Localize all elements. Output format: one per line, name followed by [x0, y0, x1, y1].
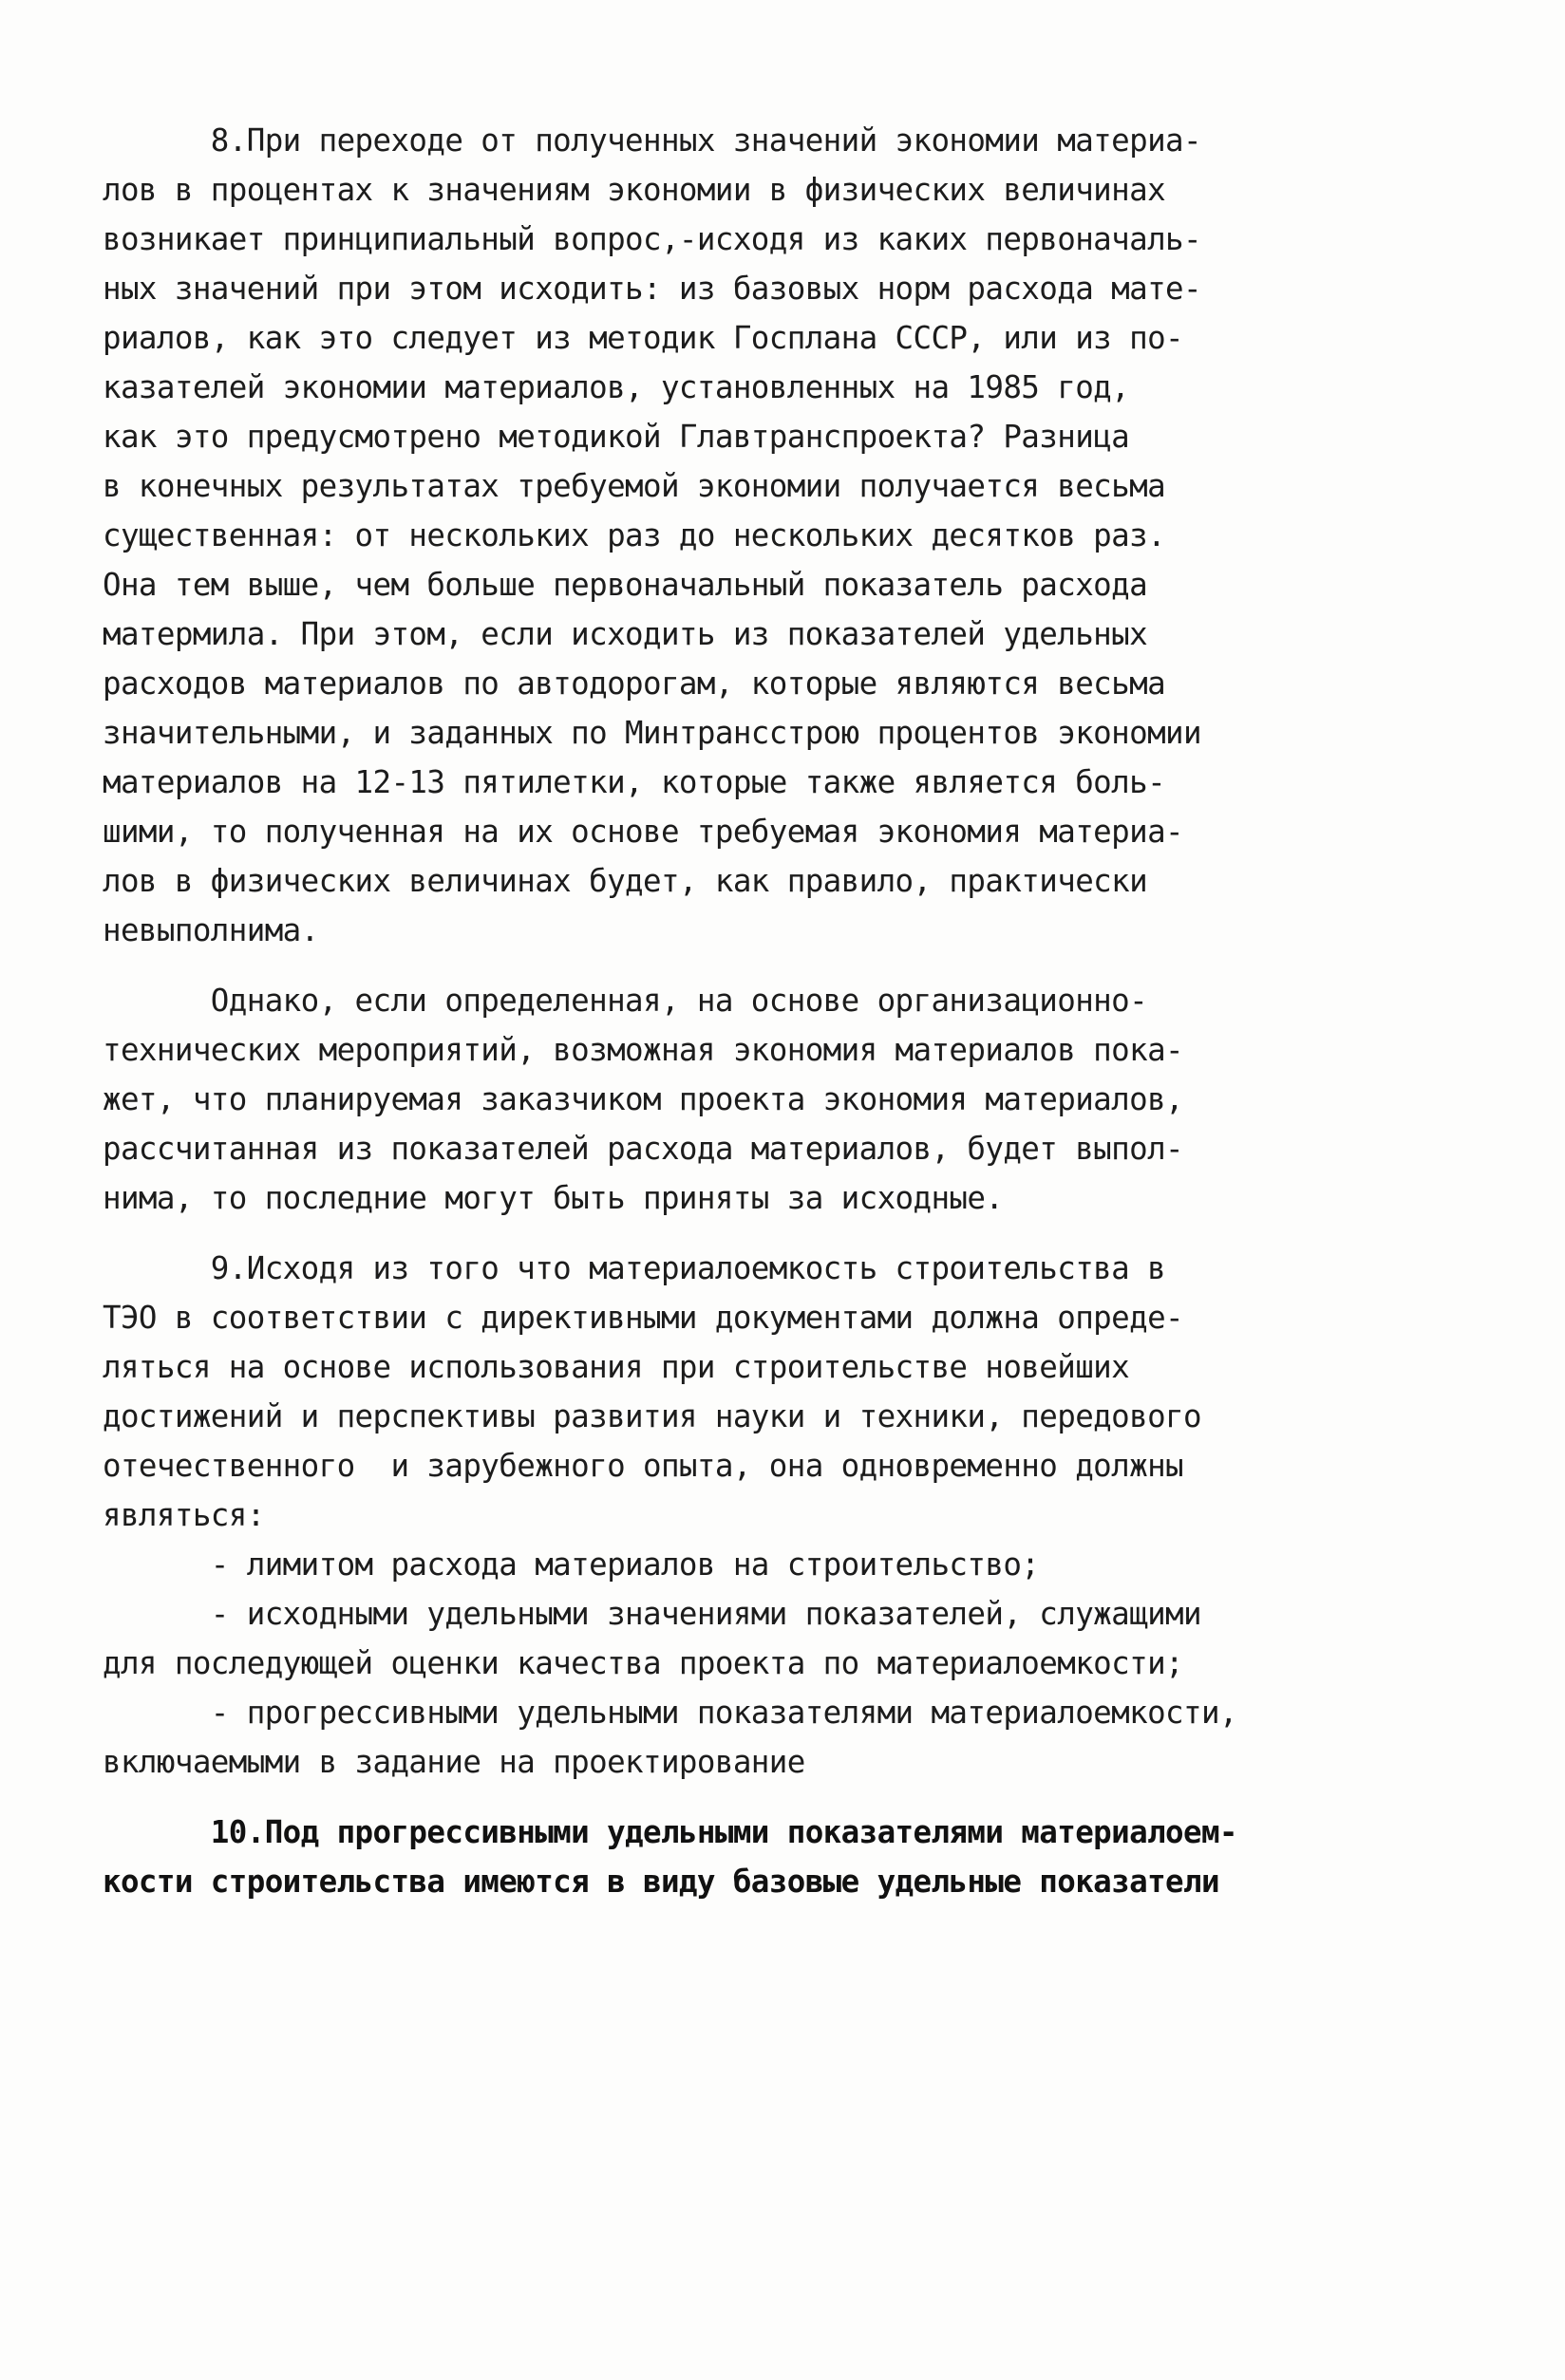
text-line: в конечных результатах требуемой экономии получается весьма: [103, 468, 1166, 504]
text-line: казателей экономии материалов, установленных на 1985 год,: [103, 369, 1130, 405]
text-line: 10.Под прогрессивными удельными показателями материалоем-: [103, 1814, 1237, 1850]
text-line: кости строительства имеются в виду базовые удельные показатели: [103, 1864, 1219, 1900]
text-line: лов в процентах к значениям экономии в физических величинах: [103, 172, 1166, 208]
text-line: невыполнима.: [103, 912, 319, 948]
text-line: Однако, если определенная, на основе организационно-: [103, 983, 1148, 1019]
text-line: включаемыми в задание на проектирование: [103, 1744, 805, 1780]
paragraph-gap: [103, 955, 1375, 976]
text-line: существенная: от нескольких раз до нескольких десятков раз.: [103, 517, 1166, 553]
paragraph-gap: [103, 1223, 1375, 1244]
text-line: ных значений при этом исходить: из базовых норм расхода мате-: [103, 271, 1201, 307]
text-line: нима, то последние могут быть приняты за исходные.: [103, 1180, 1004, 1216]
text-line: жет, что планируемая заказчиком проекта экономия материалов,: [103, 1081, 1183, 1117]
text-line: возникает принципиальный вопрос,-исходя из каких первоначаль-: [103, 221, 1201, 257]
paragraph-gap: [103, 1787, 1375, 1808]
text-line: являться:: [103, 1497, 265, 1533]
text-line: риалов, как это следует из методик Госплана СССР, или из по-: [103, 320, 1183, 356]
text-line: значительными, и заданных по Минтрансстрою процентов экономии: [103, 715, 1201, 751]
text-line: Она тем выше, чем больше первоначальный показатель расхода: [103, 567, 1148, 603]
text-line: лов в физических величинах будет, как правило, практически: [103, 863, 1148, 899]
text-line: 8.При переходе от полученных значений экономии материа-: [103, 122, 1201, 159]
text-line: - исходными удельными значениями показателей, служащими: [103, 1596, 1201, 1632]
text-line: - прогрессивными удельными показателями материалоемкости,: [103, 1695, 1237, 1731]
text-line: как это предусмотрено методикой Главтранспроекта? Разница: [103, 419, 1130, 455]
text-line: рассчитанная из показателей расхода материалов, будет выпол-: [103, 1131, 1183, 1167]
text-line: отечественного и зарубежного опыта, она одновременно должны: [103, 1448, 1183, 1484]
text-line: ТЭО в соответствии с директивными документами должна опреде-: [103, 1300, 1183, 1336]
text-line: 9.Исходя из того что материалоемкость строительства в: [103, 1250, 1166, 1286]
text-line: материалов на 12-13 пятилетки, которые также является боль-: [103, 764, 1166, 800]
paragraph-p8: [103, 116, 1375, 955]
paragraph-p9: [103, 1244, 1375, 1787]
text-line: - лимитом расхода материалов на строительство;: [103, 1546, 1040, 1583]
text-line: шими, то полученная на их основе требуемая экономия материа-: [103, 814, 1183, 850]
text-line: достижений и перспективы развития науки и техники, передового: [103, 1398, 1201, 1434]
text-line: технических мероприятий, возможная экономия материалов пока-: [103, 1032, 1183, 1068]
paragraph-p10: [103, 1808, 1375, 1906]
text-line: для последующей оценки качества проекта по материалоемкости;: [103, 1645, 1183, 1681]
text-line: матермила. При этом, если исходить из показателей удельных: [103, 616, 1148, 652]
document-body: [103, 116, 1375, 1906]
text-line: ляться на основе использования при строительстве новейших: [103, 1349, 1130, 1385]
text-line: расходов материалов по автодорогам, которые являются весьма: [103, 665, 1166, 702]
paragraph-p8b: [103, 976, 1375, 1223]
